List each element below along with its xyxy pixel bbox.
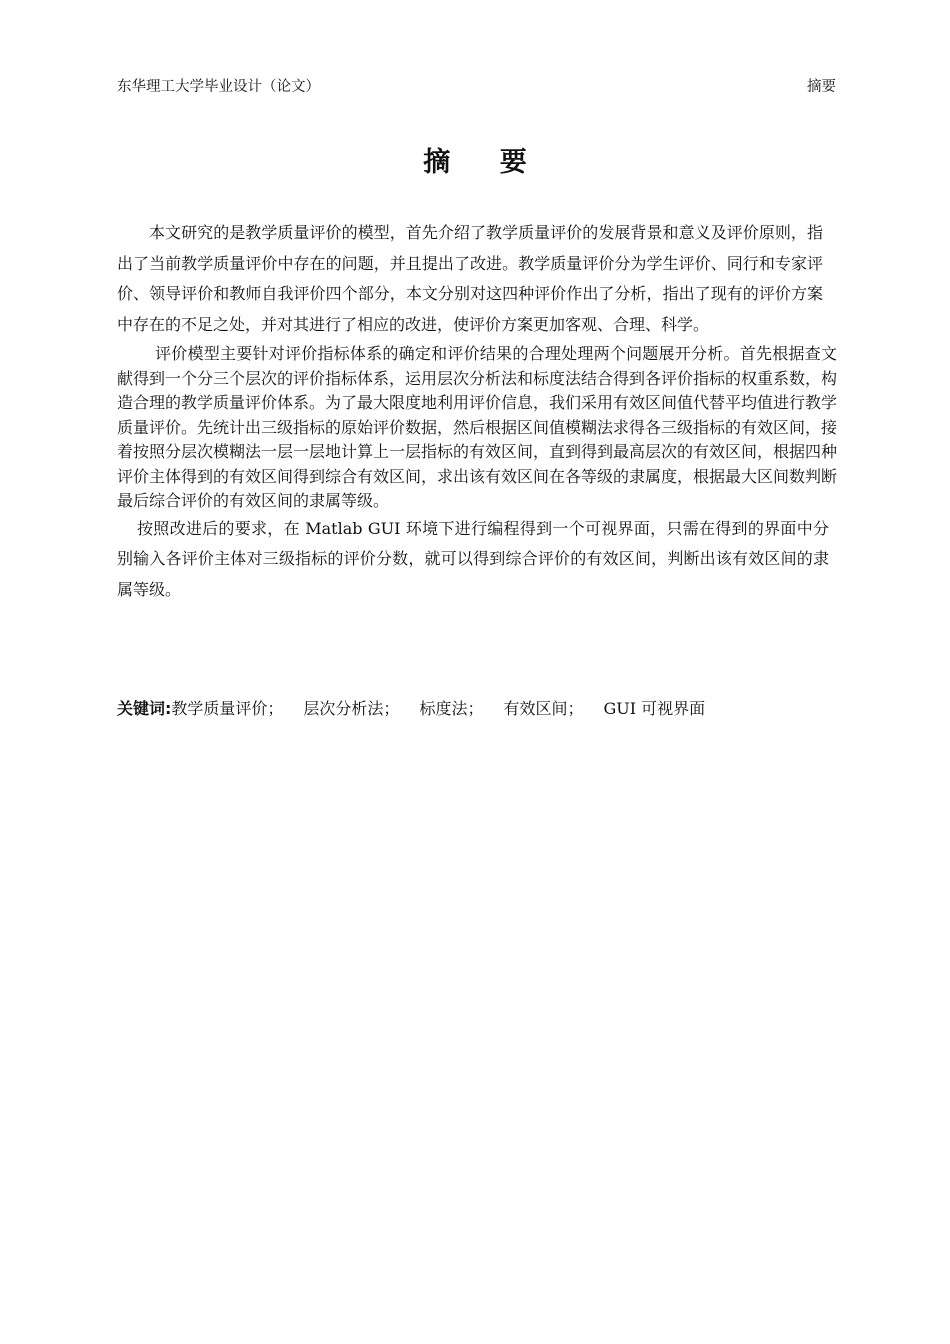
abstract-paragraph-3: 按照改进后的要求，在 Matlab GUI 环境下进行编程得到一个可视界面，只需在得到的界面中分别输入各评价主体对三级指标的评价分数，就可以得到综合评价的有效区间，判断出该有效区间的隶属等级。 [117,518,829,599]
abstract-body [117,218,837,605]
abstract-paragraph-1: 本文研究的是教学质量评价的模型，首先介绍了教学质量评价的发展背景和意义及评价原则，指出了当前教学质量评价中存在的问题，并且提出了改进。教学质量评价分为学生评价、同行和专家评价、领导评价和教师自我评价四个部分，本文分别对这四种评价作出了分析，指出了现有的评价方案中存在的不足之处，并对其进行了相应的改进，使评价方案更加客观、合理、科学。 [117,223,823,334]
header-thesis-title: 东华理工大学毕业设计（论文） [117,78,320,95]
keywords-label: 关键词: [117,699,172,718]
running-header [117,72,836,98]
keyword-item: GUI 可视界面 [603,699,706,718]
abstract-paragraph-2: 评价模型主要针对评价指标体系的确定和评价结果的合理处理两个问题展开分析。首先根据查文献得到一个分三个层次的评价指标体系，运用层次分析法和标度法结合得到各评价指标的权重系数，构造合理的教学质量评价体系。为了最大限度地利用评价信息，我们采用有效区间值代替平均值进行教学质量评价。先统计出三级指标的原始评价数据，然后根据区间值模糊法求得各三级指标的有效区间，接着按照分层次模糊法一层一层地计算上一层指标的有效区间，直到得到最高层次的有效区间，根据四种评价主体得到的有效区间得到综合有效区间，求出该有效区间在各等级的隶属度，根据最大区间数判断最后综合评价的有效区间的隶属等级。 [117,344,838,510]
keyword-item: 层次分析法； [303,699,400,718]
page-title: 摘 要 [423,147,547,178]
keyword-item: 标度法； [419,699,484,718]
keyword-item: 教学质量评价； [171,699,284,718]
header-section-name: 摘要 [807,78,836,95]
keywords-line [117,696,705,719]
keyword-item: 有效区间； [503,699,584,718]
